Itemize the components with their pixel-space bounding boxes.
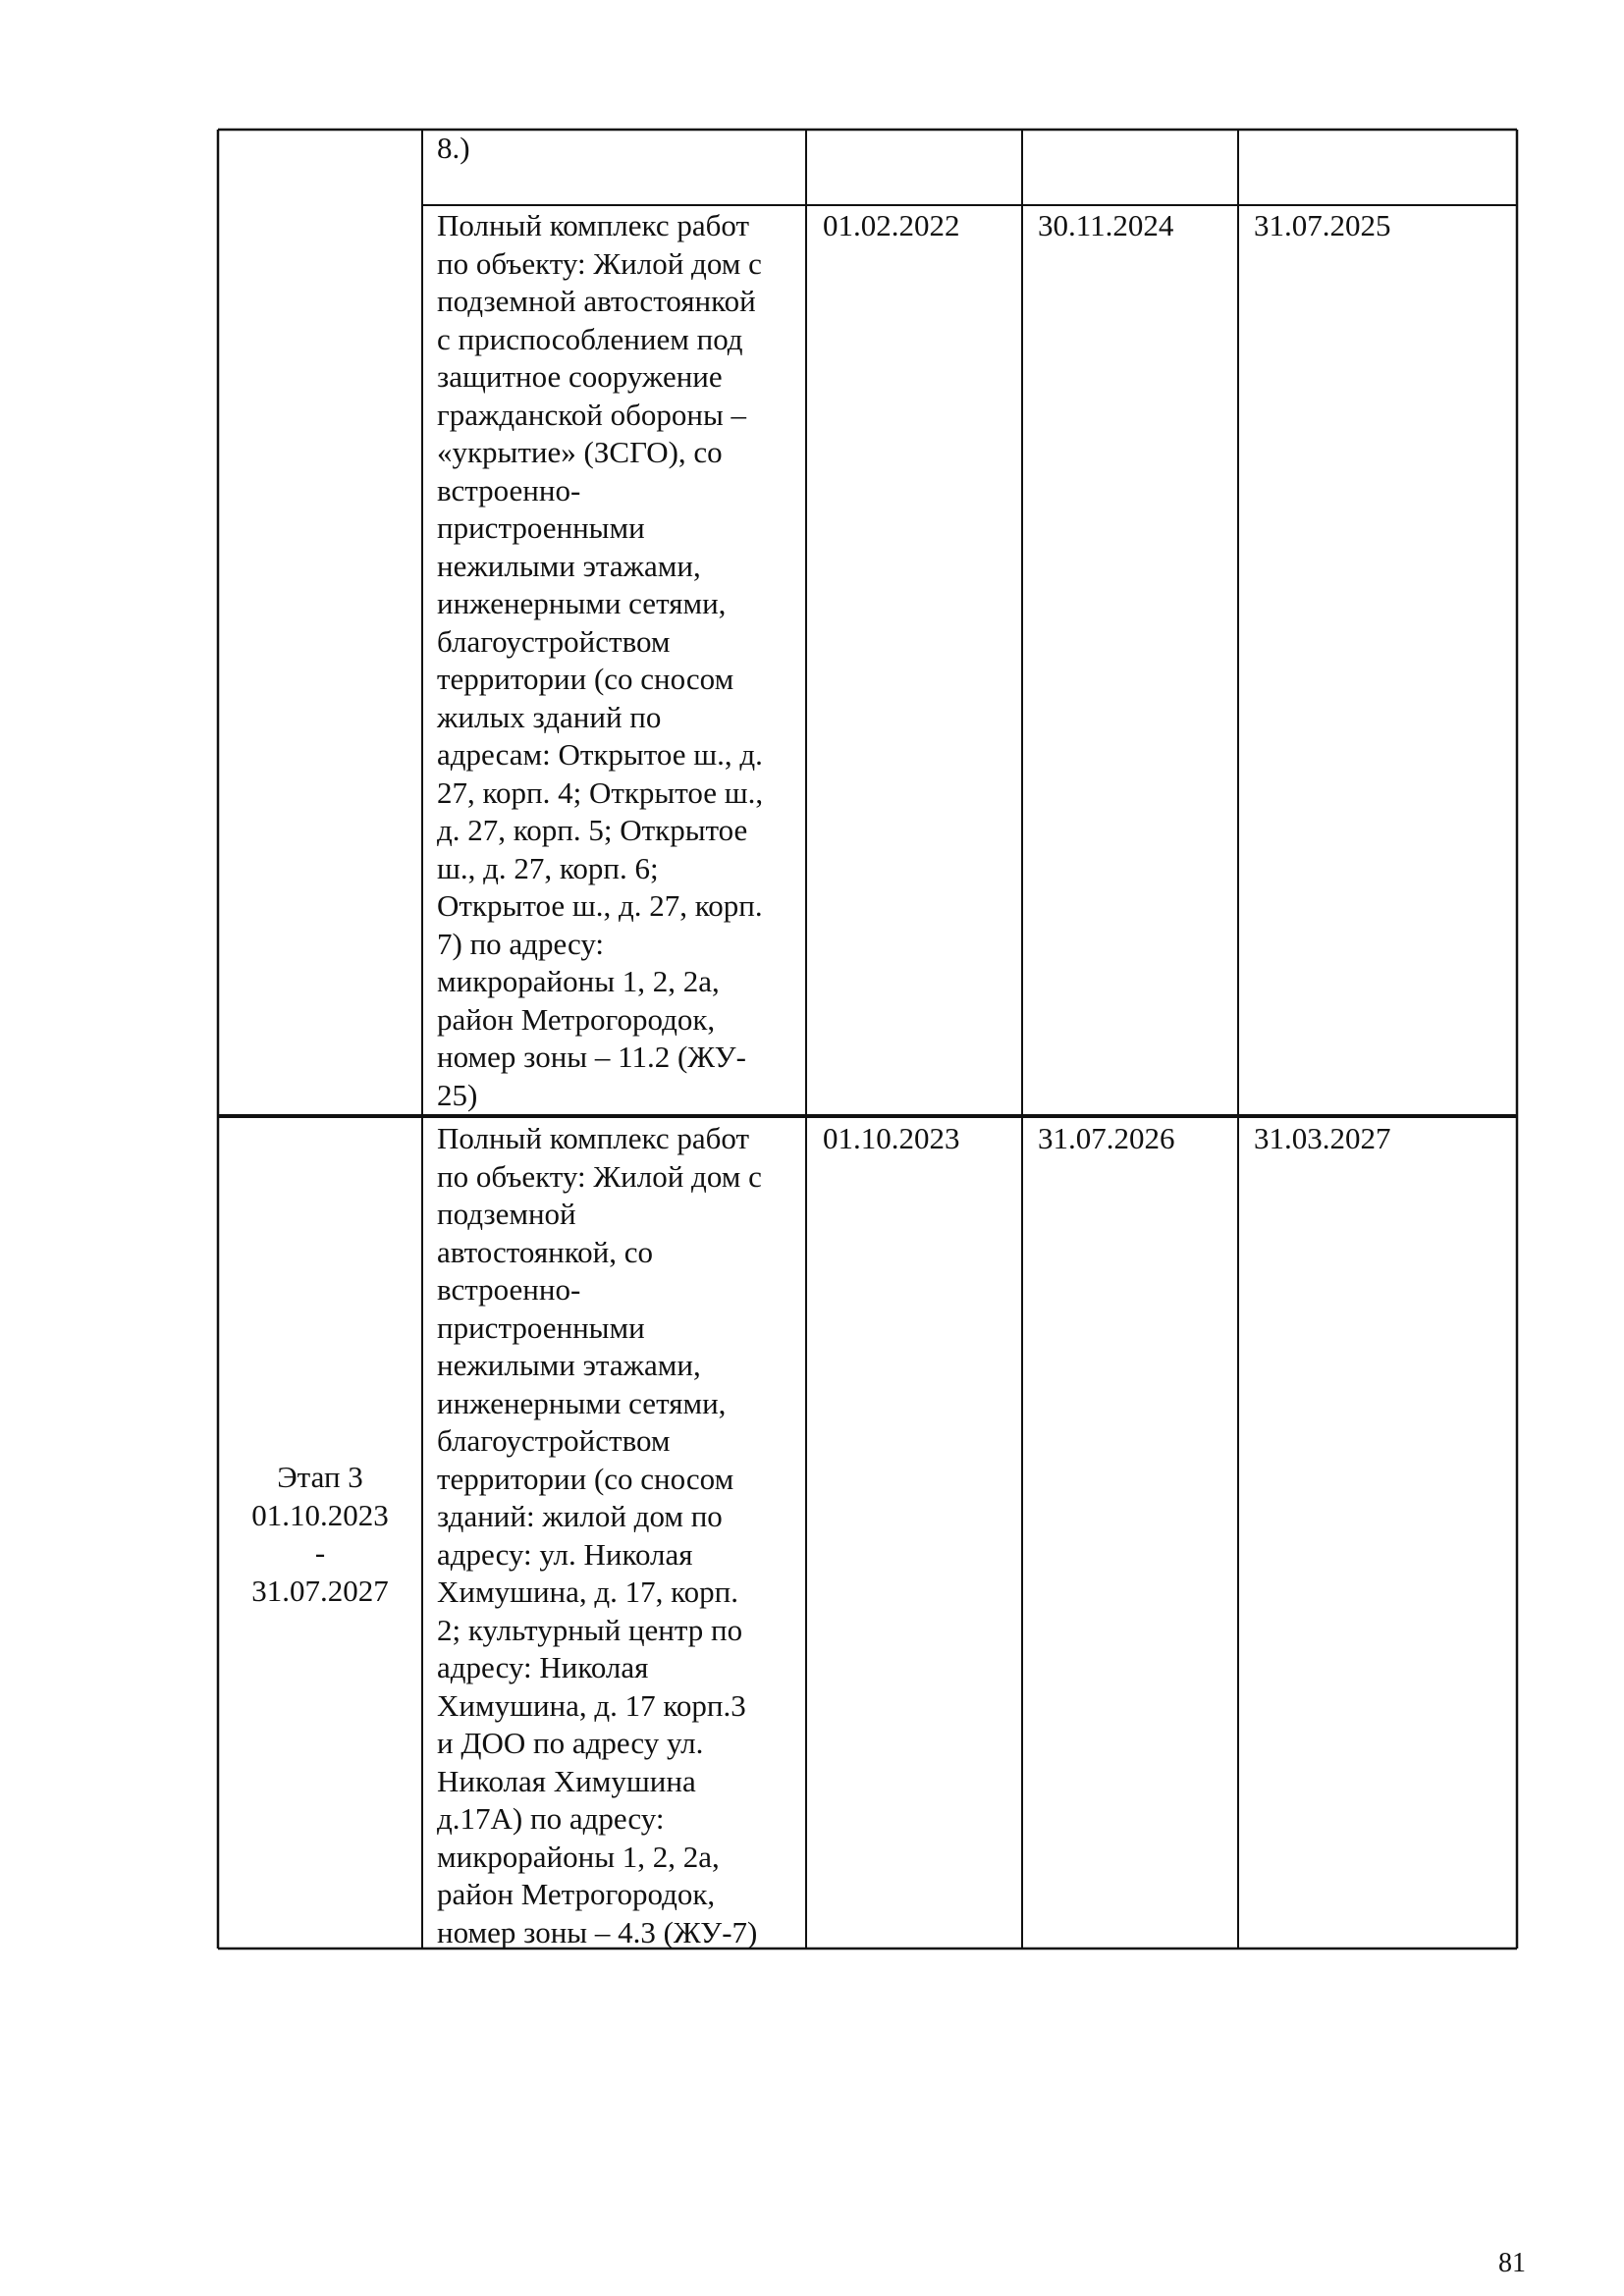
row-2-final-date: 31.07.2025 <box>1254 208 1391 242</box>
row-1-description: 8.) <box>437 131 470 165</box>
row-2-start-date: 01.02.2022 <box>823 208 960 242</box>
row-2-description: Полный комплекс работ по объекту: Жилой дом с подземной автостоянкой с приспособлением под защитное сооружение гражданской обороны – «укрытие» (ЗСГО), со встроенно- пристроенными нежилыми этажами, инженерными сетями, благоустройством территории (со сносом жилых зданий по адресам: Открытое ш., д. 27, корп. 4; Открытое ш., д. 27, корп. 5; Открытое ш., д. 27, корп. 6; Открытое ш., д. 27, корп. 7) по адресу: микрорайоны 1, 2, 2а, район Метрогородок, номер зоны – 11.2 (ЖУ- 25) <box>437 208 764 1112</box>
row-3-description: Полный комплекс работ по объекту: Жилой дом с подземной автостоянкой, со встроенно- пристроенными нежилыми этажами, инженерными сетями, благоустройством территории (со сносом зданий: жилой дом по адресу: ул. Николая Химушина, д. 17, корп. 2; культурный центр по адресу: Николая Химушина, д. 17 корп.3 и ДОО по адресу ул. Николая Химушина д.17А) по адресу: микрорайоны 1, 2, 2а, район Метрогородок, номер зоны – 4.3 (ЖУ-7) <box>437 1121 762 1949</box>
row-3-start-date: 01.10.2023 <box>823 1121 960 1155</box>
row-2-end-date: 30.11.2024 <box>1038 208 1174 242</box>
page-number: 81 <box>1498 2248 1526 2278</box>
row-3-stage-label: Этап 3 01.10.2023 - 31.07.2027 <box>251 1460 389 1608</box>
row-3-end-date: 31.07.2026 <box>1038 1121 1175 1155</box>
row-3-final-date: 31.03.2027 <box>1254 1121 1391 1155</box>
